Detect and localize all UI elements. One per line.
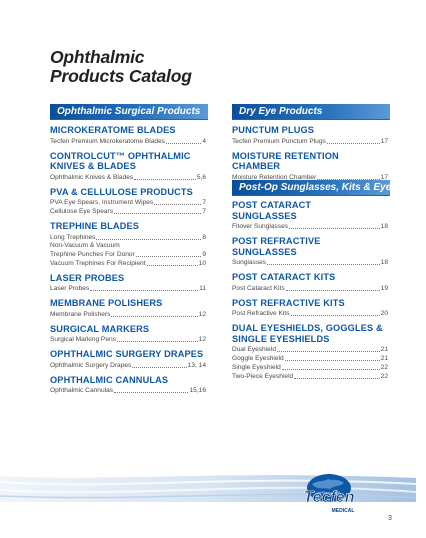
entry-label: Non-Vacuum & Vacuum	[50, 241, 120, 249]
catalog-section	[50, 375, 206, 396]
catalog-section	[232, 151, 388, 182]
page-title-line2: Products Catalog	[50, 66, 192, 86]
dot-leader	[117, 341, 198, 342]
entry-label: Cellulose Eye Spears	[50, 208, 114, 215]
band-underline	[232, 195, 390, 196]
entry-page-number: 12	[198, 336, 206, 343]
section-title: SUNGLASSES	[232, 210, 297, 221]
toc-entry	[50, 361, 206, 370]
toc-entry	[232, 284, 388, 293]
entry-label: Ophthalmic Cannulas	[50, 387, 114, 394]
entry-page-number: 17	[380, 137, 388, 145]
svg-text:Tecfen: Tecfen	[303, 489, 355, 506]
dry-eye-products-list	[232, 125, 388, 182]
toc-entry	[50, 284, 206, 293]
entry-label: Ophthalmic Surgery Drapes	[50, 361, 132, 369]
section-title: LASER PROBES	[50, 272, 125, 283]
entry-label: Ophthalmic Knives & Blades	[50, 173, 134, 181]
catalog-section	[50, 298, 206, 319]
catalog-section	[232, 236, 388, 267]
entry-label: Post Cataract Kits	[232, 284, 285, 292]
catalog-section	[232, 272, 388, 293]
entry-label: Post Refractive Kits	[232, 310, 290, 317]
dot-leader	[132, 367, 186, 368]
toc-entry	[232, 173, 388, 182]
page-number: 3	[388, 515, 392, 522]
entry-page-number: 8	[202, 233, 206, 241]
dot-leader	[154, 204, 201, 205]
section-title: OPHTHALMIC CANNULAS	[50, 374, 169, 385]
toc-entry	[232, 354, 388, 363]
entry-label: Long Trephines	[50, 233, 96, 241]
entry-page-number: 10	[198, 259, 206, 267]
entry-label: Dual Eyeshield	[232, 346, 276, 353]
section-title: POST CATARACT KITS	[232, 272, 336, 282]
entry-page-number: 21	[380, 355, 388, 362]
section-title: PVA & CELLULOSE PRODUCTS	[50, 186, 193, 197]
entry-page-number: 18	[380, 259, 388, 266]
entry-page-number: 17	[380, 173, 388, 181]
entry-page-number: 5,6	[196, 173, 206, 181]
dot-leader	[277, 351, 380, 352]
catalog-section	[50, 273, 206, 294]
catalog-section	[50, 324, 206, 345]
toc-entry	[232, 222, 388, 231]
dot-leader	[166, 143, 201, 144]
entry-label: PVA Eye Spears, Instrument Wipes	[50, 199, 154, 206]
section-title: OPHTHALMIC SURGERY DRAPES	[50, 349, 204, 359]
entry-label: Single Eyeshield	[232, 364, 281, 371]
section-title: CONTROLCUT™ OPHTHALMIC	[50, 150, 191, 161]
entry-label: Trephine Punches For Donor	[50, 250, 135, 258]
toc-entry	[232, 363, 388, 372]
section-title: POST REFRACTIVE KITS	[232, 297, 345, 308]
catalog-section	[50, 221, 206, 268]
band-post-op-products: Post-Op Sunglasses, Kits & Eyeshields	[232, 180, 390, 196]
toc-entry	[232, 258, 388, 267]
entry-label: Surgical Marking Pens	[50, 336, 116, 343]
catalog-section	[232, 323, 388, 381]
entry-page-number: 11	[199, 285, 206, 292]
toc-entry	[50, 198, 206, 207]
entry-label: Sunglasses	[232, 259, 267, 266]
dot-leader	[111, 316, 197, 317]
entry-label: Laser Probes	[50, 285, 90, 292]
toc-entry	[232, 309, 388, 318]
post-op-products-list	[232, 200, 388, 381]
dot-leader	[282, 369, 380, 370]
toc-entry	[50, 137, 206, 146]
catalog-section	[232, 200, 388, 231]
page-title-line1: Ophthalmic	[50, 47, 145, 67]
band-surgical-products: Ophthalmic Surgical Products	[50, 104, 208, 120]
band-underline	[232, 119, 390, 120]
entry-page-number: 7	[202, 199, 206, 206]
entry-page-number: 13, 14	[187, 361, 206, 369]
section-title: TREPHINE BLADES	[50, 221, 140, 231]
dot-leader	[289, 228, 380, 229]
svg-text:MEDICAL: MEDICAL	[331, 508, 355, 514]
entry-page-number: 21	[380, 346, 388, 353]
catalog-section	[232, 298, 388, 319]
section-title: DUAL EYESHIELDS, GOGGLES &	[232, 323, 383, 333]
entry-label: Tecfen Premium Punctum Plugs	[232, 137, 326, 145]
toc-entry	[50, 259, 206, 268]
toc-entry	[50, 335, 206, 344]
dot-leader	[136, 256, 202, 257]
section-title: POST CATARACT	[232, 200, 312, 210]
dot-leader	[291, 315, 380, 316]
dot-leader	[294, 378, 379, 379]
catalog-section	[50, 125, 206, 146]
entry-page-number: 22	[380, 373, 388, 380]
entry-page-number: 19	[380, 284, 388, 292]
catalog-section	[50, 187, 206, 217]
section-title: SUNGLASSES	[232, 246, 297, 257]
toc-entry	[50, 207, 206, 216]
toc-entry	[50, 173, 206, 182]
entry-label: Membrane Polishers	[50, 310, 111, 318]
entry-label: Moisture Retention Chamber	[232, 173, 317, 181]
dot-leader	[114, 213, 201, 214]
dot-leader	[317, 179, 379, 180]
page-title	[50, 48, 192, 86]
dot-leader	[134, 179, 196, 180]
dot-leader	[285, 360, 380, 361]
toc-entry	[50, 310, 206, 319]
entry-label: Tecfen Premium Microkeratome Blades	[50, 137, 166, 145]
dot-leader	[90, 290, 198, 291]
section-title: SINGLE EYESHIELDS	[232, 333, 330, 344]
catalog-section	[50, 151, 206, 182]
toc-entry	[50, 386, 206, 395]
entry-page-number: 18	[380, 223, 388, 230]
section-title: SURGICAL MARKERS	[50, 323, 150, 334]
entry-page-number: 12	[198, 310, 206, 318]
entry-label: Two-Piece Eyeshield	[232, 373, 294, 380]
entry-page-number: 4	[202, 137, 206, 145]
section-title: KNIVES & BLADES	[50, 161, 136, 171]
catalog-section	[50, 349, 206, 370]
toc-entry	[232, 345, 388, 354]
dot-leader	[96, 239, 201, 240]
dot-leader	[147, 265, 198, 266]
entry-page-number: 22	[380, 364, 388, 371]
band-underline	[50, 119, 208, 120]
section-title: MEMBRANE POLISHERS	[50, 298, 163, 308]
dot-leader	[114, 392, 188, 393]
dot-leader	[286, 290, 380, 291]
entry-label: Goggle Eyeshield	[232, 355, 284, 362]
section-title: PUNCTUM PLUGS	[232, 125, 315, 135]
entry-label: Vacuum Trephines For Recipient	[50, 259, 146, 267]
entry-page-number: 15,16	[189, 387, 206, 394]
dot-leader	[327, 143, 380, 144]
band-dry-eye-products: Dry Eye Products	[232, 104, 390, 120]
surgical-products-list	[50, 125, 206, 395]
toc-entry	[232, 137, 388, 146]
section-title: MOISTURE RETENTION CHAMBER	[232, 150, 339, 171]
entry-label: Fitover Sunglasses	[232, 223, 289, 230]
catalog-section	[232, 125, 388, 146]
toc-entry	[232, 372, 388, 381]
toc-entry	[50, 250, 206, 259]
toc-entry	[50, 233, 206, 242]
dot-leader	[267, 264, 380, 265]
entry-page-number: 20	[380, 310, 388, 317]
tecfen-medical-logo	[296, 472, 362, 516]
section-title: MICROKERATOME BLADES	[50, 125, 176, 135]
entry-page-number: 9	[202, 250, 206, 258]
entry-page-number: 7	[202, 208, 206, 215]
section-title: POST REFRACTIVE	[232, 236, 321, 246]
